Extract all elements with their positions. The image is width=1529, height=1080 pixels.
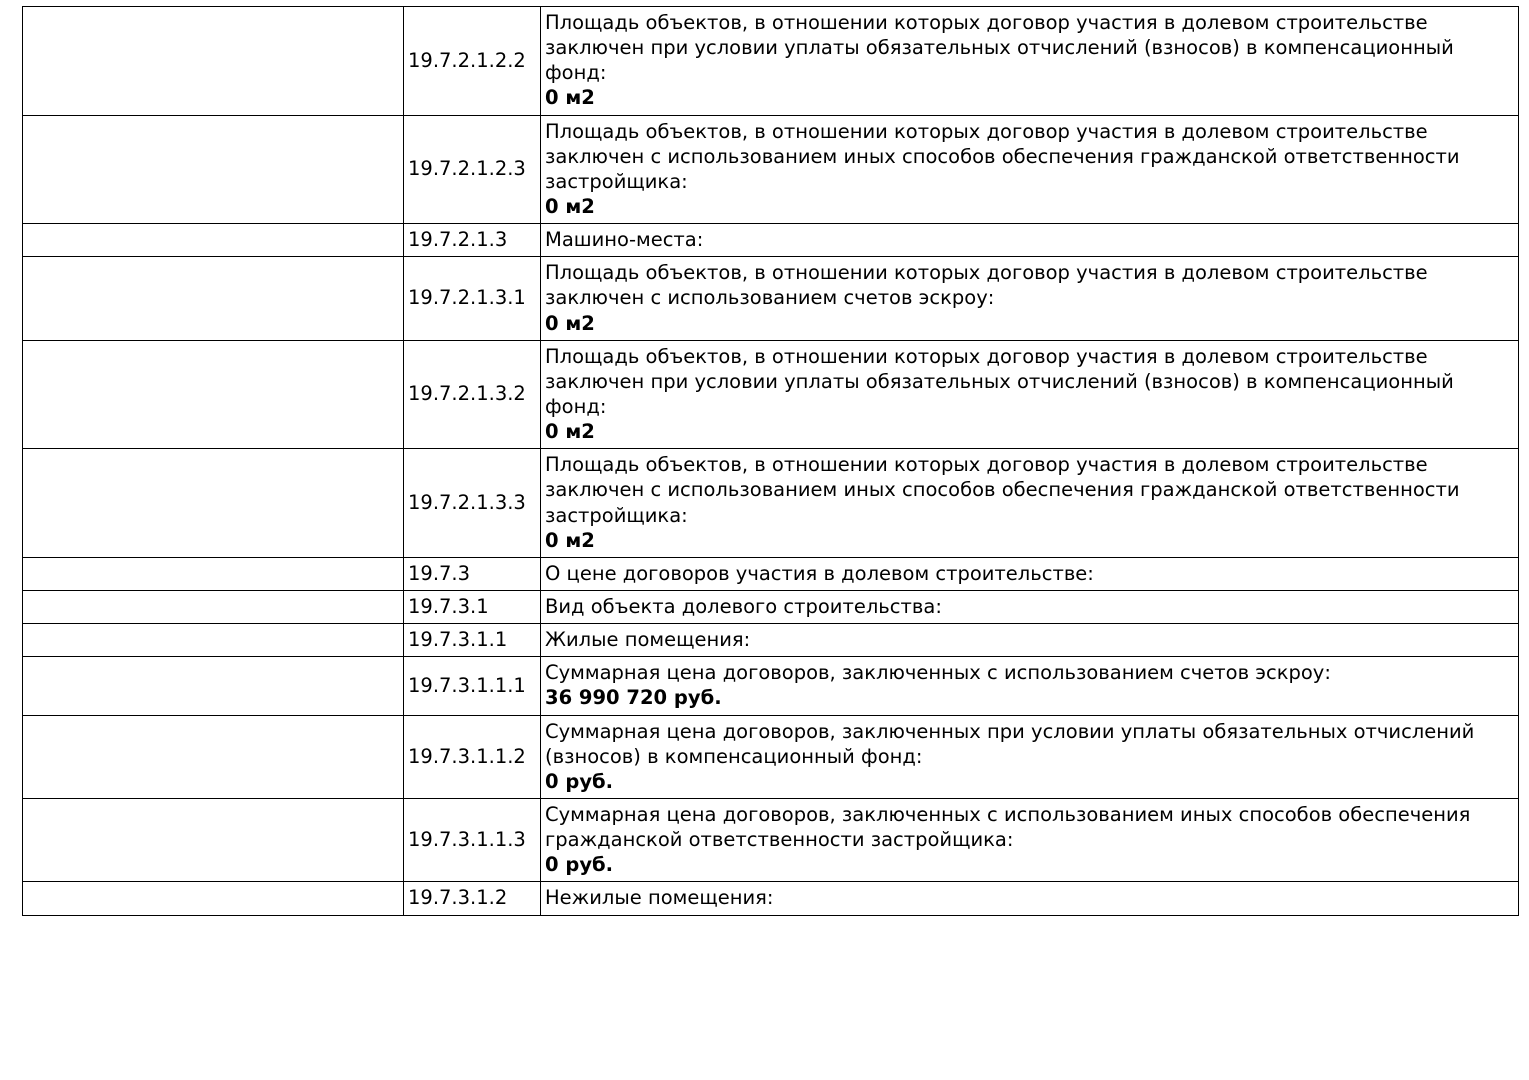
table-row xyxy=(23,224,1519,257)
row-text: Площадь объектов, в отношении которых договор участия в долевом строительстве заключен с использованием счетов эскроу: xyxy=(545,261,1434,310)
row-code-cell: 19.7.2.1.3.1 xyxy=(404,257,541,340)
row-text-cell xyxy=(541,882,1519,915)
table-row xyxy=(23,798,1519,881)
row-value: 0 м2 xyxy=(545,194,595,218)
row-blank-cell xyxy=(23,257,404,340)
row-text-cell xyxy=(541,340,1519,449)
table-row xyxy=(23,115,1519,224)
row-code-cell: 19.7.2.1.2.2 xyxy=(404,7,541,116)
row-code-cell: 19.7.2.1.3.2 xyxy=(404,340,541,449)
row-blank-cell xyxy=(23,224,404,257)
row-value: 0 м2 xyxy=(545,86,595,110)
row-blank-cell xyxy=(23,340,404,449)
row-text-cell xyxy=(541,590,1519,623)
row-blank-cell xyxy=(23,715,404,798)
row-text: Суммарная цена договоров, заключенных при условии уплаты обязательных отчислений (взносов) в компенсационный фонд: xyxy=(545,719,1481,768)
row-code-cell: 19.7.3 xyxy=(404,557,541,590)
row-text-cell xyxy=(541,7,1519,116)
row-blank-cell xyxy=(23,624,404,657)
row-value: 0 м2 xyxy=(545,420,595,444)
table-row xyxy=(23,449,1519,558)
table-row xyxy=(23,624,1519,657)
row-value: 0 м2 xyxy=(545,528,595,552)
table-row xyxy=(23,340,1519,449)
row-text: Площадь объектов, в отношении которых договор участия в долевом строительстве заключен при условии уплаты обязательных отчислений (взносов) в компенсационный фонд: xyxy=(545,344,1460,418)
row-text: Площадь объектов, в отношении которых договор участия в долевом строительстве заключен с использованием иных способов обеспечения гражданской ответственности застройщика: xyxy=(545,119,1466,193)
row-value: 36 990 720 руб. xyxy=(545,686,722,710)
row-text-cell xyxy=(541,715,1519,798)
row-text-cell xyxy=(541,798,1519,881)
row-code-cell: 19.7.3.1.2 xyxy=(404,882,541,915)
row-blank-cell xyxy=(23,657,404,715)
row-blank-cell xyxy=(23,7,404,116)
row-text-cell xyxy=(541,257,1519,340)
table-row xyxy=(23,657,1519,715)
row-blank-cell xyxy=(23,449,404,558)
row-blank-cell xyxy=(23,882,404,915)
row-blank-cell xyxy=(23,798,404,881)
row-text: Площадь объектов, в отношении которых договор участия в долевом строительстве заключен с использованием иных способов обеспечения гражданской ответственности застройщика: xyxy=(545,453,1466,527)
row-code-cell: 19.7.3.1.1.1 xyxy=(404,657,541,715)
row-text: О цене договоров участия в долевом строительстве: xyxy=(545,561,1094,585)
row-text: Жилые помещения: xyxy=(545,628,751,652)
row-blank-cell xyxy=(23,115,404,224)
row-code-cell: 19.7.2.1.3.3 xyxy=(404,449,541,558)
row-code-cell: 19.7.3.1 xyxy=(404,590,541,623)
row-blank-cell xyxy=(23,590,404,623)
table-row xyxy=(23,7,1519,116)
table-row xyxy=(23,557,1519,590)
table-row xyxy=(23,257,1519,340)
row-text: Площадь объектов, в отношении которых договор участия в долевом строительстве заключен при условии уплаты обязательных отчислений (взносов) в компенсационный фонд: xyxy=(545,11,1460,85)
row-code-cell: 19.7.3.1.1.2 xyxy=(404,715,541,798)
row-value: 0 м2 xyxy=(545,311,595,335)
table-row xyxy=(23,590,1519,623)
row-code-cell: 19.7.3.1.1 xyxy=(404,624,541,657)
row-text-cell xyxy=(541,557,1519,590)
row-blank-cell xyxy=(23,557,404,590)
table-row xyxy=(23,882,1519,915)
row-text: Машино-места: xyxy=(545,228,704,252)
row-text-cell xyxy=(541,115,1519,224)
row-value: 0 руб. xyxy=(545,853,614,877)
row-text: Суммарная цена договоров, заключенных с использованием иных способов обеспечения гражданской ответственности застройщика: xyxy=(545,802,1477,852)
row-value: 0 руб. xyxy=(545,769,614,793)
table-body xyxy=(23,7,1519,916)
row-text-cell xyxy=(541,224,1519,257)
row-code-cell: 19.7.3.1.1.3 xyxy=(404,798,541,881)
row-text: Суммарная цена договоров, заключенных с использованием счетов эскроу: xyxy=(545,661,1331,685)
row-code-cell: 19.7.2.1.2.3 xyxy=(404,115,541,224)
row-text: Вид объекта долевого строительства: xyxy=(545,594,942,618)
declaration-table xyxy=(22,6,1519,916)
row-text-cell xyxy=(541,624,1519,657)
row-text: Нежилые помещения: xyxy=(545,886,774,910)
row-text-cell xyxy=(541,657,1519,715)
row-text-cell xyxy=(541,449,1519,558)
table-row xyxy=(23,715,1519,798)
row-code-cell: 19.7.2.1.3 xyxy=(404,224,541,257)
